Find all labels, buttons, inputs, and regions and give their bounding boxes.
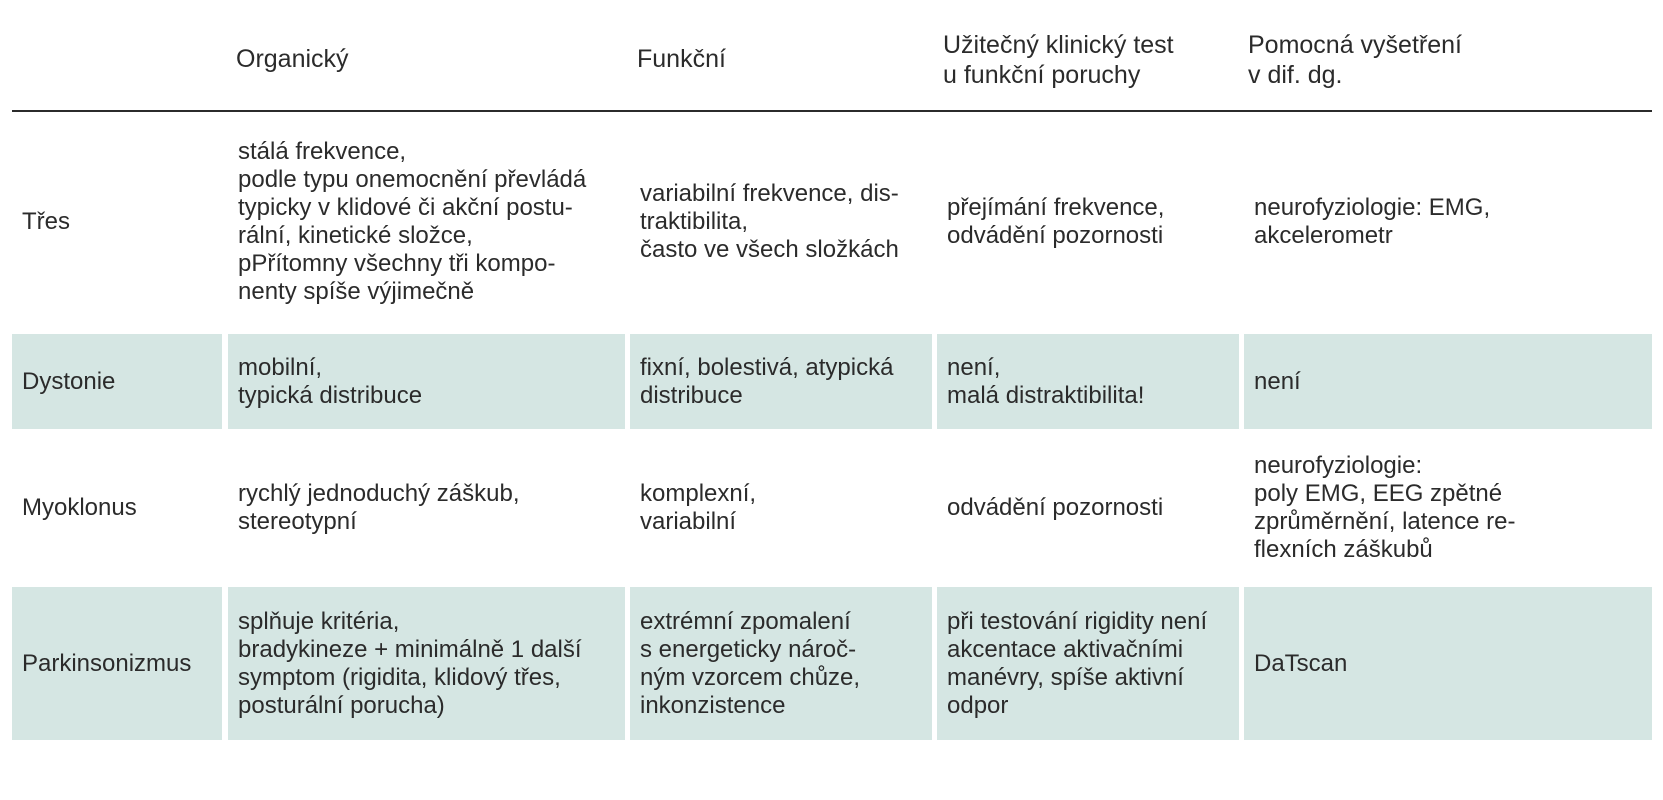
- comparison-table: [12, 0, 1652, 719]
- functional-cell: [630, 114, 932, 329]
- row-label-cell: [12, 434, 222, 582]
- clinical-test-text: přejímání frekvence, odvádění pozornosti: [947, 193, 1165, 249]
- table-row-dystonie: [12, 334, 1652, 429]
- organic-text: rychlý jednoduchý záškub, stereotypní: [238, 480, 520, 535]
- table-header: [12, 0, 1652, 112]
- auxiliary-cell: [1244, 334, 1652, 429]
- clinical-test-text: odvádění pozornosti: [947, 494, 1164, 521]
- clinical-test-cell: [937, 114, 1239, 329]
- functional-text: komplexní, variabilní: [640, 480, 757, 535]
- clinical-test-cell: [937, 587, 1239, 740]
- header-clinical-test: Užitečný klinický test u funkční poruchy: [943, 31, 1174, 89]
- auxiliary-cell: [1244, 434, 1652, 582]
- clinical-test-text: při testování rigidity není akcentace aktivačními manévry, spíše aktivní odpor: [947, 607, 1208, 719]
- organic-text: mobilní, typická distribuce: [238, 353, 423, 409]
- table-row-parkinsonizmus: [12, 587, 1652, 740]
- row-label-cell: [12, 587, 222, 740]
- functional-cell: [630, 587, 932, 740]
- organic-cell: [228, 587, 625, 740]
- table-row-myoklonus: [12, 434, 1652, 582]
- row-label-cell: [12, 334, 222, 429]
- functional-text: variabilní frekvence, dis- traktibilita, často ve všech složkách: [640, 179, 899, 263]
- organic-text: splňuje kritéria, bradykineze + minimálně 1 další symptom (rigidita, klidový třes, posturální porucha): [238, 607, 582, 719]
- auxiliary-cell: [1244, 587, 1652, 740]
- table-row-tres: [12, 114, 1652, 329]
- row-label: Parkinsonizmus: [22, 649, 192, 677]
- functional-cell: [630, 334, 932, 429]
- functional-text: extrémní zpomalení s energeticky nároč- ným vzorcem chůze, inkonzistence: [640, 607, 861, 719]
- organic-cell: [228, 434, 625, 582]
- header-functional: Funkční: [637, 45, 726, 73]
- organic-cell: [228, 334, 625, 429]
- clinical-test-cell: [937, 434, 1239, 582]
- organic-cell: [228, 114, 625, 329]
- auxiliary-text: neurofyziologie: EMG, akcelerometr: [1254, 193, 1491, 249]
- clinical-test-text: není, malá distraktibilita!: [947, 353, 1145, 409]
- auxiliary-text: neurofyziologie: poly EMG, EEG zpětné zprůměrnění, latence re- flexních záškubů: [1254, 452, 1516, 563]
- row-label: Dystonie: [22, 367, 116, 395]
- row-label: Třes: [22, 207, 70, 235]
- auxiliary-cell: [1244, 114, 1652, 329]
- auxiliary-text: není: [1254, 367, 1301, 395]
- functional-text: fixní, bolestivá, atypická distribuce: [640, 353, 894, 409]
- organic-text: stálá frekvence, podle typu onemocnění převládá typicky v klidové či akční postu- rální, kinetické složce, pPřítomny všechny tři kompo- nenty spíše výjimečně: [238, 137, 587, 305]
- functional-cell: [630, 434, 932, 582]
- clinical-test-cell: [937, 334, 1239, 429]
- header-organic: Organický: [236, 45, 349, 73]
- row-label: Myoklonus: [22, 494, 137, 521]
- row-label-cell: [12, 114, 222, 329]
- header-auxiliary: Pomocná vyšetření v dif. dg.: [1248, 31, 1462, 89]
- auxiliary-text: DaTscan: [1254, 649, 1348, 677]
